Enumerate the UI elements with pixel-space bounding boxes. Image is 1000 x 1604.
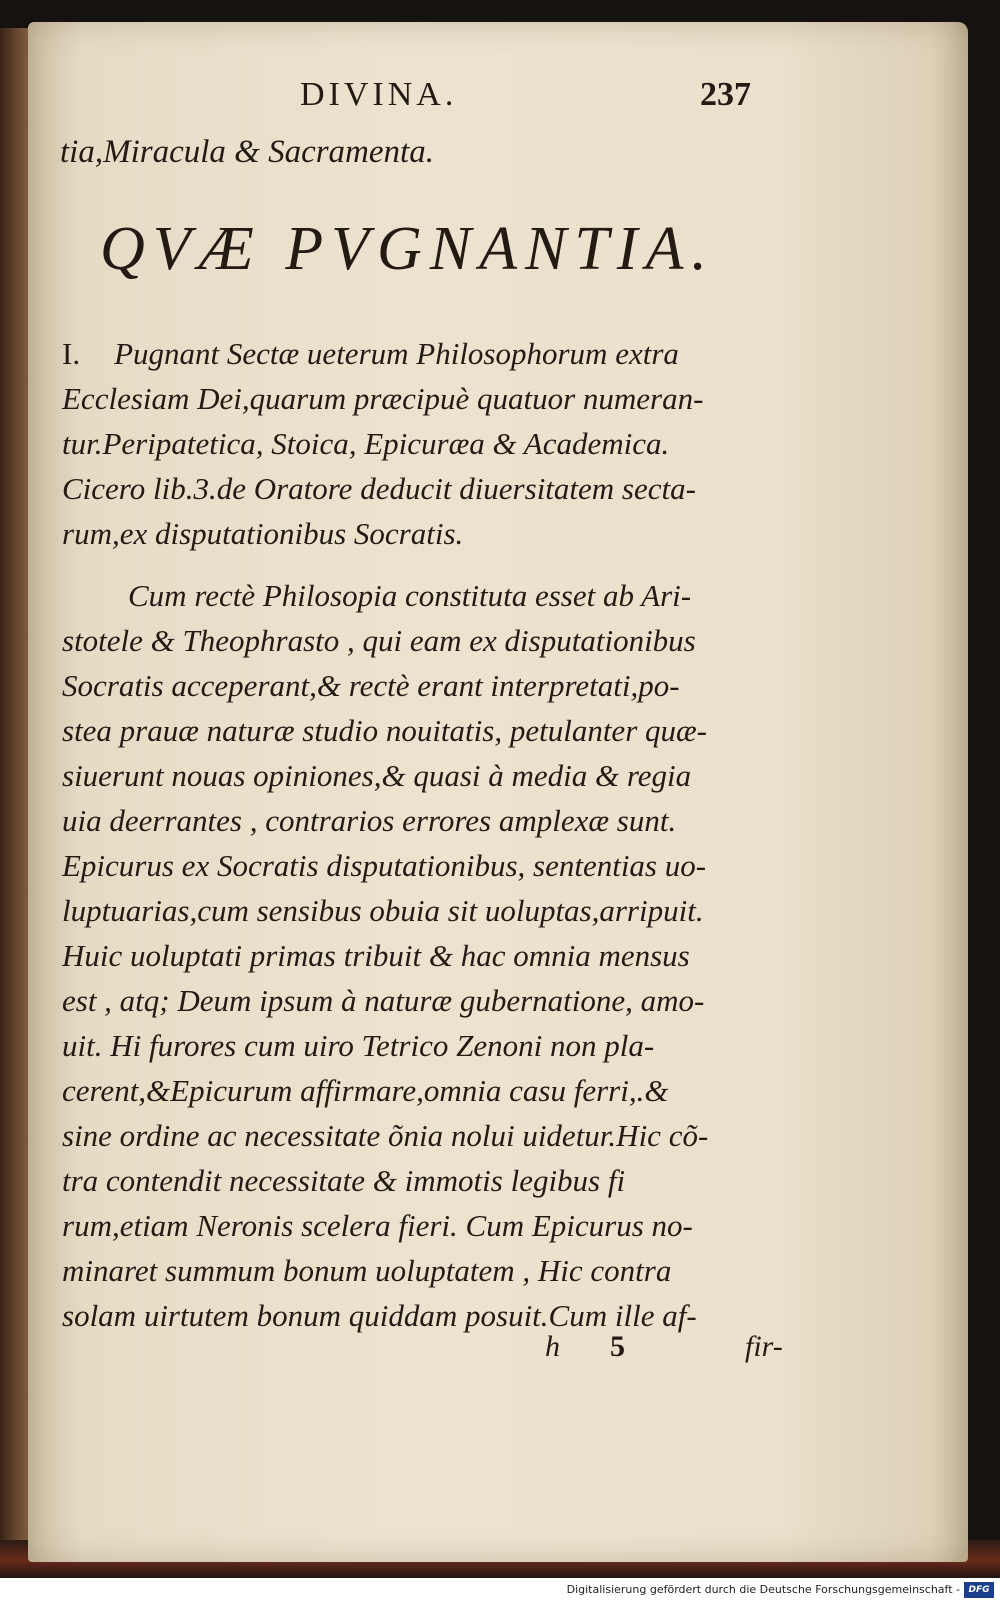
paragraph-line xyxy=(62,336,679,372)
page-number: 237 xyxy=(700,76,751,113)
paragraph-line: minaret summum bonum uoluptatem , Hic contra xyxy=(62,1253,672,1288)
paragraph-line: uit. Hi furores cum uiro Tetrico Zenoni non pla- xyxy=(62,1028,655,1063)
paragraph-line: siuerunt nouas opiniones,& quasi à media & regia xyxy=(62,758,692,793)
paragraph-line: Cum rectè Philosopia constituta esset ab Ari- xyxy=(128,578,692,613)
paragraph-line: stea prauæ naturæ studio nouitatis, petulanter quæ- xyxy=(62,713,708,748)
paragraph-line: tur.Peripatetica, Stoica, Epicuræa & Academica. xyxy=(62,426,670,461)
footer-credit-bar xyxy=(0,1578,1000,1604)
catchword: fir- xyxy=(745,1330,783,1363)
line-text: Pugnant Sectæ ueterum Philosophorum extra xyxy=(114,336,679,371)
signature-line xyxy=(545,1330,805,1370)
paragraph-line: cerent,&Epicurum affirmare,omnia casu ferri,.& xyxy=(62,1073,669,1108)
paragraph-line: luptuarias,cum sensibus obuia sit uoluptas,arripuit. xyxy=(62,893,704,928)
funding-credit: Digitalisierung gefördert durch die Deutsche Forschungsgemeinschaft - xyxy=(566,1583,960,1596)
paragraph-line: Socratis acceperant,& rectè erant interpretati,po- xyxy=(62,668,680,703)
paragraph-number: I. xyxy=(62,336,81,371)
signature-mark: 5 xyxy=(610,1330,625,1363)
section-heading: QVÆ PVGNANTIA. xyxy=(100,215,715,283)
paragraph-line: Ecclesiam Dei,quarum præcipuè quatuor numeran- xyxy=(62,381,704,416)
paragraph-line: sine ordine ac necessitate õnia nolui uidetur.Hic cõ- xyxy=(62,1118,709,1153)
paragraph-line: uia deerrantes , contrarios errores amplexæ sunt. xyxy=(62,803,677,838)
paragraph-line: Huic uoluptati primas tribuit & hac omnia mensus xyxy=(62,938,690,973)
paragraph-line: rum,ex disputationibus Socratis. xyxy=(62,516,464,551)
dfg-logo-icon: DFG xyxy=(964,1582,994,1598)
paragraph-line: stotele & Theophrasto , qui eam ex disputationibus xyxy=(62,623,696,658)
signature-mark: h xyxy=(545,1330,560,1363)
carry-over-line: tia,Miracula & Sacramenta. xyxy=(60,134,434,170)
paragraph-line: est , atq; Deum ipsum à naturæ gubernatione, amo- xyxy=(62,983,705,1018)
running-title: DIVINA. xyxy=(300,76,458,113)
paragraph-line: tra contendit necessitate & immotis legibus fi xyxy=(62,1163,626,1198)
paragraph-line: Epicurus ex Socratis disputationibus, sententias uo- xyxy=(62,848,707,883)
paragraph-line: solam uirtutem bonum quiddam posuit.Cum ille af- xyxy=(62,1298,697,1333)
paragraph-line: rum,etiam Neronis scelera fieri. Cum Epicurus no- xyxy=(62,1208,693,1243)
paragraph-line: Cicero lib.3.de Oratore deducit diuersitatem secta- xyxy=(62,471,696,506)
